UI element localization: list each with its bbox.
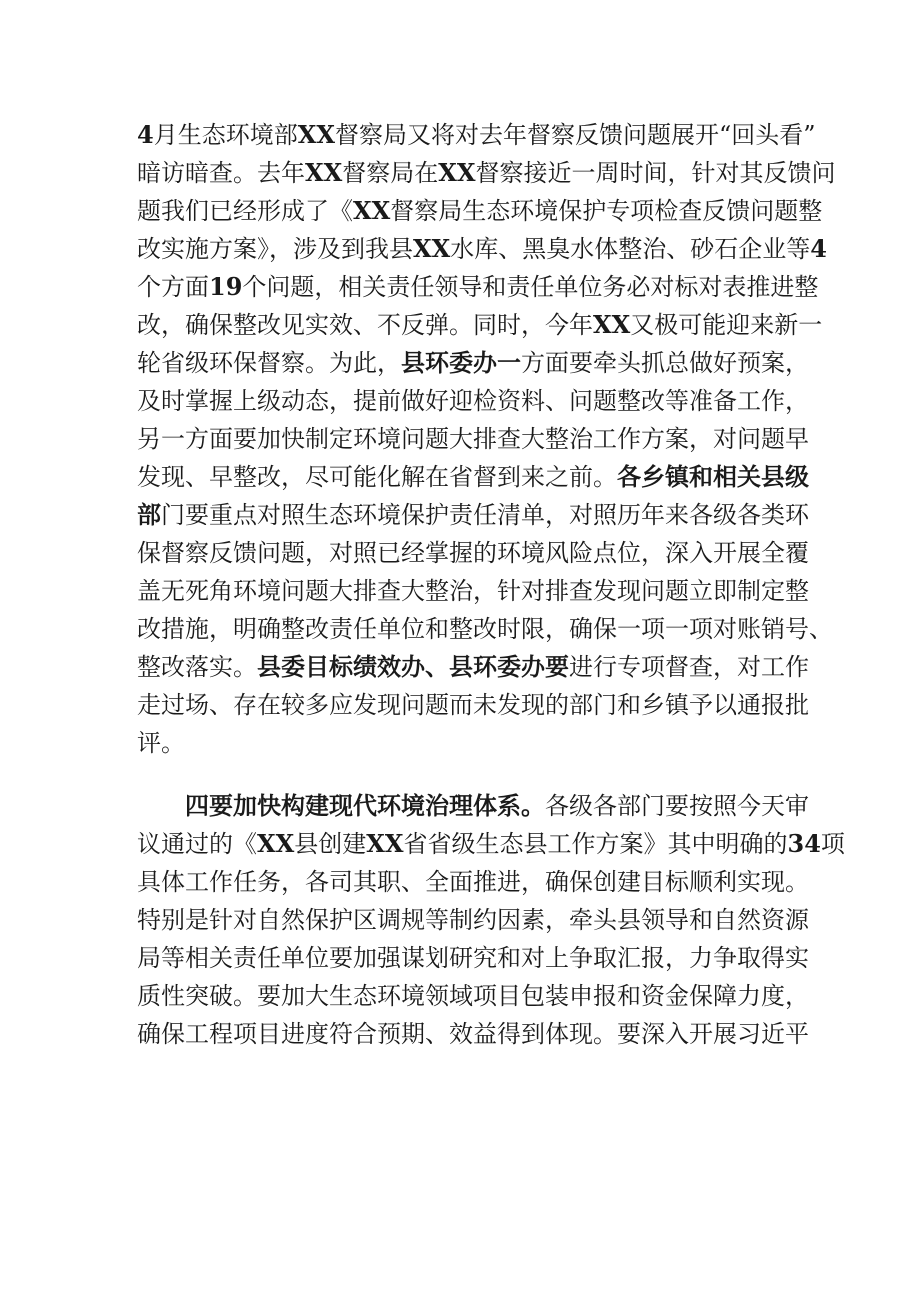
text-segment: 又极可能迎来新一	[630, 311, 823, 339]
text-line	[137, 1015, 809, 1053]
text-segment: 盖无死角环境问题大排查大整治，针对排查发现问题立即制定整	[137, 577, 809, 605]
text-segment: 34	[787, 829, 821, 858]
text-segment: 保督察反馈问题，对照已经掌握的环境风险点位，深入开展全覆	[137, 539, 809, 567]
text-line	[137, 382, 809, 420]
text-segment: 具体工作任务，各司其职、全面推进，确保创建目标顺利实现。	[137, 868, 809, 896]
text-segment: 各乡镇和相关县级	[617, 462, 809, 491]
text-segment: 个问题，相关责任领导和责任单位务必对标对表推进整	[242, 273, 819, 301]
text-segment: 轮省级环保督察。为此，	[137, 349, 401, 377]
text-segment: 各级各部门要按照今天审	[545, 792, 809, 820]
text-segment: XX	[257, 829, 295, 858]
text-line	[137, 268, 819, 306]
text-segment: 个方面	[137, 273, 209, 301]
paragraph-spacer	[137, 762, 792, 787]
text-line	[137, 458, 809, 496]
text-segment: 暗访暗查。去年	[137, 159, 305, 187]
text-segment: 另一方面要加快制定环境问题大排查大整治工作方案，对问题早	[137, 425, 809, 453]
text-segment: 改，确保整改见实效、不反弹。同时，今年	[137, 311, 593, 339]
text-segment: 县环委办一	[401, 348, 521, 377]
text-segment: 改措施，明确整改责任单位和整改时限，确保一项一项对账销号、	[137, 615, 833, 643]
text-segment: 县委目标绩效办、县环委办要	[257, 652, 569, 681]
text-line	[137, 230, 827, 268]
text-line	[137, 724, 792, 762]
text-segment: 整改落实。	[137, 653, 257, 681]
text-segment: 议通过的《	[137, 830, 257, 858]
text-segment: 4	[810, 234, 827, 263]
text-segment: 县创建	[294, 830, 367, 858]
text-line	[137, 901, 809, 939]
text-line	[137, 939, 809, 977]
text-segment: 督察接近一周时间，针对其反馈问	[475, 159, 836, 187]
paragraph-2	[137, 787, 845, 1053]
text-line	[137, 496, 809, 534]
text-segment: 省省级生态县工作方案》其中明确的	[403, 830, 788, 858]
text-line	[137, 825, 845, 863]
text-segment: XX	[366, 829, 404, 858]
text-segment: 改实施方案》，涉及到我县	[137, 235, 413, 263]
text-segment: 督察局又将对去年督察反馈问题展开“回头看”	[334, 121, 816, 149]
text-line	[137, 648, 809, 686]
text-line	[137, 977, 809, 1015]
text-segment: XX	[297, 120, 335, 149]
text-line	[137, 534, 809, 572]
text-segment: 评。	[137, 729, 185, 757]
text-segment: 部	[137, 500, 161, 529]
text-segment: 走过场、存在较多应发现问题而未发现的部门和乡镇予以通报批	[137, 691, 809, 719]
text-segment: 确保工程项目进度符合预期、效益得到体现。要深入开展习近平	[137, 1020, 809, 1048]
text-line	[137, 154, 836, 192]
text-segment: 门要重点对照生态环境保护责任清单，对照历年来各级各类环	[161, 501, 809, 529]
text-segment: 督察局生态环境保护专项检查反馈问题整	[390, 197, 823, 225]
section-heading: 四要加快构建现代环境治理体系。	[185, 791, 545, 820]
text-segment: 及时掌握上级动态，提前做好迎检资料、问题整改等准备工作，	[137, 387, 809, 415]
text-segment: XX	[353, 196, 391, 225]
text-segment: 4	[137, 120, 154, 149]
text-segment: 督察局在	[342, 159, 439, 187]
text-segment: 水库、黑臭水体整治、砂石企业等	[450, 235, 811, 263]
text-segment: 质性突破。要加大生态环境领域项目包装申报和资金保障力度，	[137, 982, 809, 1010]
document-body	[137, 116, 845, 1053]
text-segment: 题我们已经形成了《	[137, 197, 353, 225]
text-segment: XX	[438, 158, 476, 187]
text-segment: 月生态环境部	[153, 121, 298, 149]
text-line	[137, 116, 816, 154]
text-line	[137, 306, 823, 344]
text-line	[137, 686, 809, 724]
text-segment: 19	[209, 272, 243, 301]
paragraph-1	[137, 116, 836, 762]
text-line	[137, 787, 809, 825]
text-line	[137, 572, 809, 610]
text-segment: 方面要牵头抓总做好预案，	[521, 349, 809, 377]
text-segment: 项	[820, 830, 845, 858]
text-segment: 进行专项督查，对工作	[569, 653, 809, 681]
text-line	[137, 192, 823, 230]
text-segment: 局等相关责任单位要加强谋划研究和对上争取汇报，力争取得实	[137, 944, 809, 972]
text-segment: 发现、早整改，尽可能化解在省督到来之前。	[137, 463, 617, 491]
text-segment: XX	[305, 158, 343, 187]
text-segment: 特别是针对自然保护区调规等制约因素，牵头县领导和自然资源	[137, 906, 809, 934]
text-line	[137, 610, 833, 648]
text-line	[137, 420, 809, 458]
text-segment: XX	[413, 234, 451, 263]
text-line	[137, 863, 809, 901]
text-line	[137, 344, 809, 382]
text-segment: XX	[593, 310, 631, 339]
